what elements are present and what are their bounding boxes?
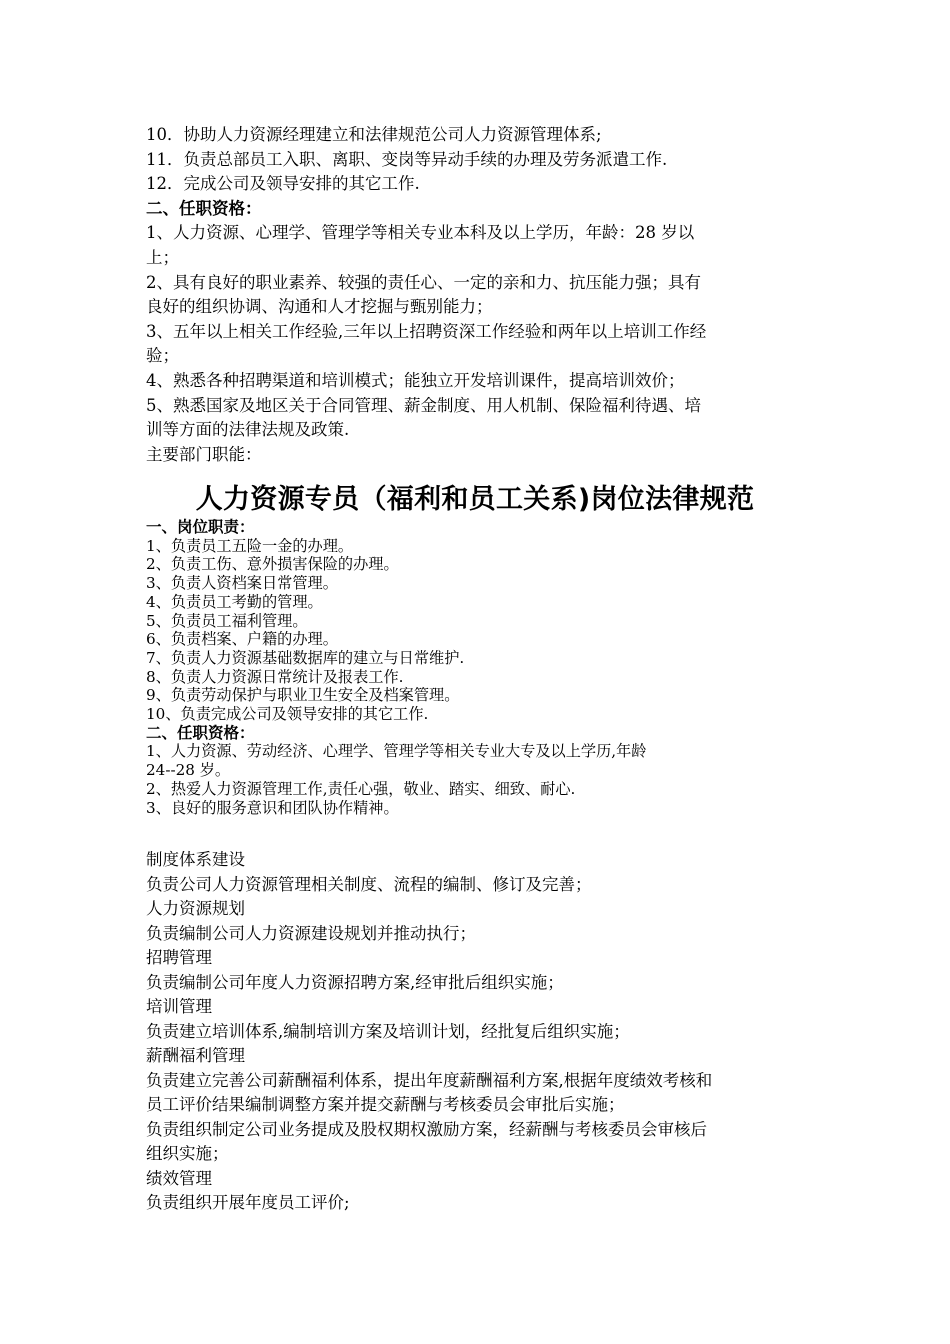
qualification-line: 1、人力资源、心理学、管理学等相关专业本科及以上学历，年龄：28 岁以 <box>146 223 695 243</box>
function-heading: 薪酬福利管理 <box>146 1046 245 1065</box>
function-heading: 人力资源规划 <box>146 899 245 918</box>
function-heading: 招聘管理 <box>146 948 212 967</box>
qualification-heading: 二、任职资格： <box>146 723 255 742</box>
bottom-section <box>146 848 806 1216</box>
qualification-line: 训等方面的法律法规及政策. <box>146 420 350 440</box>
duty-heading: 一、岗位职责： <box>146 518 255 536</box>
function-text: 负责建立完善公司薪酬福利体系，提出年度薪酬福利方案,根据年度绩效考核和 <box>146 1070 713 1090</box>
qualification-line: 2、具有良好的职业素养、较强的责任心、一定的亲和力、抗压能力强；具有 <box>146 272 701 292</box>
duty-item: 10、负责完成公司及领导安排的其它工作. <box>146 705 429 724</box>
function-text: 负责公司人力资源管理相关制度、流程的编制、修订及完善； <box>146 874 592 894</box>
function-text: 员工评价结果编制调整方案并提交薪酬与考核委员会审批后实施； <box>146 1095 625 1114</box>
function-text: 负责建立培训体系,编制培训方案及培训计划，经批复后组织实施； <box>146 1021 630 1041</box>
duty-item: 3、负责人资档案日常管理。 <box>146 574 338 593</box>
duty-item: 10．协助人力资源经理建立和法律规范公司人力资源管理体系; <box>146 125 602 144</box>
qualification-line: 4、熟悉各种招聘渠道和培训模式；能独立开发培训课件，提高培训效价； <box>146 370 685 390</box>
duty-item: 8、负责人力资源日常统计及报表工作. <box>146 667 404 686</box>
qualification-line: 24--28 岁。 <box>146 761 231 780</box>
function-text: 负责组织制定公司业务提成及股权期权激励方案，经薪酬与考核委员会审核后 <box>146 1119 707 1139</box>
duty-item: 7、负责人力资源基础数据库的建立与日常维护. <box>146 648 465 667</box>
duty-item: 11．负责总部员工入职、离职、变岗等异动手续的办理及劳务派遣工作. <box>146 149 668 169</box>
duty-item: 9、负责劳动保护与职业卫生安全及档案管理。 <box>146 686 460 705</box>
duty-item: 12．完成公司及领导安排的其它工作. <box>146 174 420 194</box>
qualification-line: 1、人力资源、劳动经济、心理学、管理学等相关专业大专及以上学历,年龄 <box>146 742 647 761</box>
qualification-line: 5、熟悉国家及地区关于合同管理、薪金制度、用人机制、保险福利待遇、培 <box>146 395 701 415</box>
duty-item: 1、负责员工五险一金的办理。 <box>146 536 354 555</box>
duty-item: 6、负责档案、户籍的办理。 <box>146 630 338 649</box>
function-text: 负责编制公司人力资源建设规划并推动执行； <box>146 923 476 943</box>
function-text: 负责组织开展年度员工评价; <box>146 1193 350 1212</box>
qualification-line: 上； <box>146 247 179 267</box>
function-heading: 绩效管理 <box>146 1168 212 1188</box>
function-text: 负责编制公司年度人力资源招聘方案,经审批后组织实施； <box>146 972 564 992</box>
qualification-line: 验； <box>146 346 179 366</box>
top-section <box>146 123 806 467</box>
page-title: 人力资源专员（福利和员工关系)岗位法律规范 <box>195 484 755 515</box>
qualification-line: 2、热爱人力资源管理工作,责任心强，敬业、踏实、细致、耐心. <box>146 779 576 798</box>
middle-section <box>146 518 806 817</box>
duty-item: 5、负责员工福利管理。 <box>146 611 308 630</box>
function-heading: 培训管理 <box>146 997 212 1016</box>
department-functions-label: 主要部门职能： <box>146 444 262 464</box>
function-heading: 制度体系建设 <box>146 850 245 869</box>
duty-item: 2、负责工伤、意外损害保险的办理。 <box>146 555 399 574</box>
qualification-line: 3、五年以上相关工作经验,三年以上招聘资深工作经验和两年以上培训工作经 <box>146 321 707 341</box>
qualification-line: 良好的组织协调、沟通和人才挖掘与甄别能力； <box>146 297 493 317</box>
duty-item: 4、负责员工考勤的管理。 <box>146 592 323 611</box>
function-text: 组织实施； <box>146 1144 229 1163</box>
qualification-line: 3、良好的服务意识和团队协作精神。 <box>146 798 399 817</box>
qualification-heading: 二、任职资格： <box>146 198 262 218</box>
